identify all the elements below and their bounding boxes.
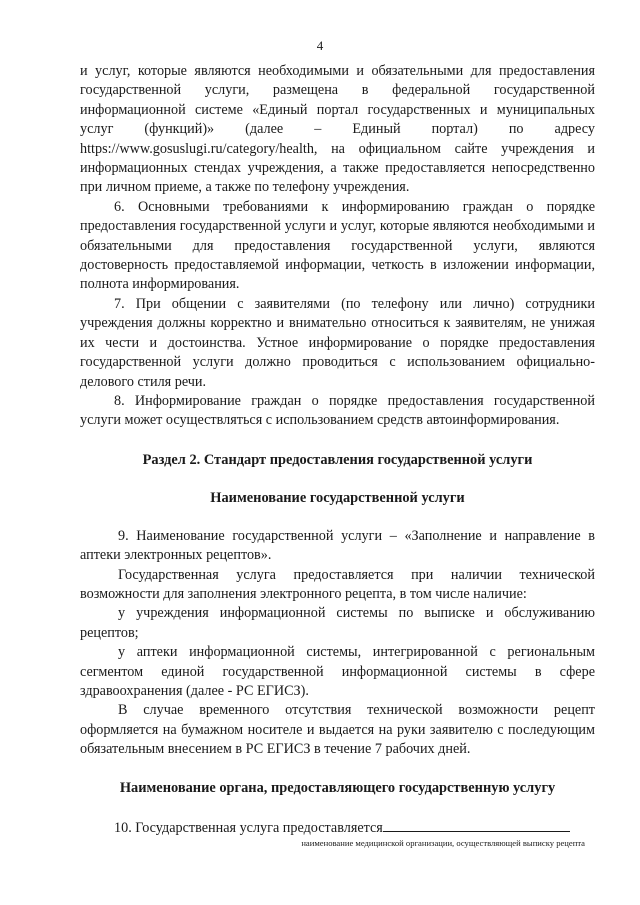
paragraph-6: 6. Основными требованиями к информированию граждан о порядке предоставления государственной услуги и услуг, которые являются необходимыми и обязательными для предоставления государственной услуги, являются достоверность предоставляемой информации, четкость в изложении информации, полнота информирования.	[80, 198, 595, 293]
paragraph-8: 8. Информирование граждан о порядке предоставления государственной услуги может осуществляться с использованием средств автоинформирования.	[80, 392, 595, 429]
subtitle-organ: Наименование органа, предоставляющего государственную услугу	[119, 779, 556, 796]
subtitle-service-name: Наименование государственной услуги	[210, 489, 465, 506]
field-caption: наименование медицинской организации, осуществляющей выписку рецепта	[301, 838, 585, 848]
page-number: 4	[316, 38, 324, 53]
paragraph-10	[80, 817, 595, 838]
blank-field-line	[383, 817, 570, 832]
section-2-title: Раздел 2. Стандарт предоставления государственной услуги	[142, 451, 533, 468]
paragraph-9-pharmacy: у аптеки информационной системы, интегрированной с региональным сегментом единой государственной информационной системы в сфере здравоохранения (далее - РС ЕГИСЗ).	[80, 644, 595, 699]
paragraph-9-absence: В случае временного отсутствия технической возможности рецепт оформляется на бумажном носителе и выдается на руки заявителю с последующим обязательным внесением в РС ЕГИСЗ в течение 7 рабочих дней.	[80, 702, 595, 758]
paragraph-9: 9. Наименование государственной услуги – «Заполнение и направление в аптеки электронных рецептов».	[80, 527, 595, 564]
paragraph-intro: и услуг, которые являются необходимыми и обязательными для предоставления государственной услуги, размещена в федеральной государственной информационной системе «Единый портал государственных и муниципальных услуг (функций)» (далее – Единый портал) по адресу https://www.gosuslugi.ru/category/health, на официальном сайте учреждения и информационных стендах учреждения, а также предоставляется непосредственно при личном приеме, а также по телефону учреждения.	[80, 63, 595, 196]
paragraph-7: 7. При общении с заявителями (по телефону или лично) сотрудники учреждения должны корректно и внимательно относиться к заявителям, не унижая их чести и достоинства. Устное информирование о порядке предоставления государственной услуги должно проводиться с использованием официально-делового стиля речи.	[80, 295, 595, 390]
paragraph-9-conditions: Государственная услуга предоставляется при наличии технической возможности для заполнения электронного рецепта, в том числе наличие:	[80, 566, 595, 602]
document-body	[80, 62, 595, 849]
paragraph-10-text: 10. Государственная услуга предоставляется	[114, 819, 383, 836]
paragraph-9-institution: у учреждения информационной системы по выписке и обслуживанию рецептов;	[80, 605, 595, 641]
